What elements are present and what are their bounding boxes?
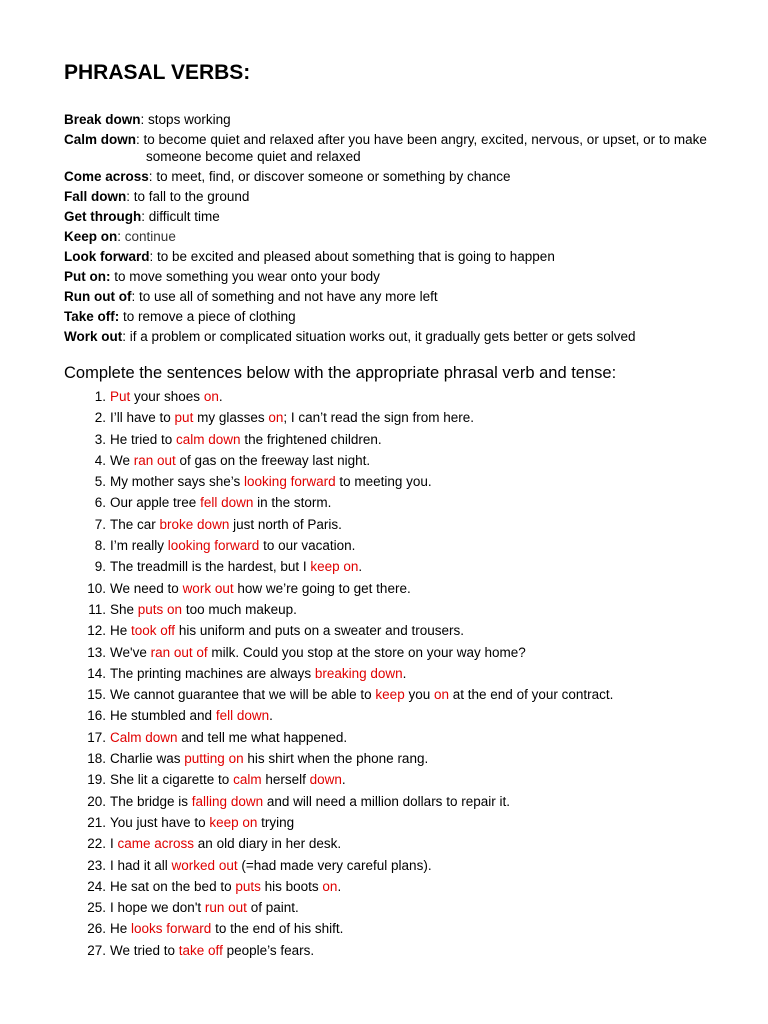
sentence-text <box>110 558 362 575</box>
definition-term: Come across <box>64 169 149 184</box>
item-number: 5. <box>94 474 106 490</box>
item-number: 19. <box>87 772 106 788</box>
exercise-item <box>64 920 744 941</box>
exercise-item <box>64 494 744 515</box>
sentence-fragment: of paint. <box>246 900 299 916</box>
definition-term: Run out of <box>64 289 132 304</box>
answer-phrase: puts on <box>137 601 183 617</box>
definition-separator: : <box>131 289 136 304</box>
answer-phrase: work out <box>182 580 234 596</box>
sentence-text <box>110 665 406 682</box>
item-number: 23. <box>87 857 106 873</box>
sentence-fragment: She lit a cigarette to <box>110 772 234 788</box>
sentence-text <box>110 729 347 746</box>
exercise-item <box>64 750 744 771</box>
sentence-fragment: She <box>110 601 138 617</box>
definition-text: if a problem or complicated situation works out, it gradually gets better or gets solved <box>126 329 636 344</box>
item-number: 2. <box>94 410 106 426</box>
item-number: 9. <box>94 559 106 575</box>
sentence-text <box>110 707 273 724</box>
exercise-item <box>64 601 744 622</box>
definition-text: difficult time <box>145 209 220 224</box>
sentence-fragment: I’m really <box>110 538 168 554</box>
definition-item <box>64 131 724 165</box>
sentence-fragment: to the end of his shift. <box>211 921 344 937</box>
answer-phrase: putting on <box>184 751 244 767</box>
item-number: 10. <box>87 580 106 596</box>
sentence-fragment: The car <box>110 516 160 532</box>
exercise-item <box>64 558 744 579</box>
answer-phrase: took off <box>131 623 176 639</box>
definition-separator: : <box>126 189 131 204</box>
definition-item <box>64 268 724 285</box>
sentence-text <box>110 942 314 959</box>
exercise-item <box>64 771 744 792</box>
definition-separator: : <box>141 209 146 224</box>
sentence-text <box>110 814 294 831</box>
exercise-item <box>64 622 744 643</box>
sentence-fragment: We need to <box>110 580 183 596</box>
sentence-text <box>110 771 346 788</box>
sentence-fragment: He <box>110 921 132 937</box>
definition-term: Take off: <box>64 309 120 324</box>
sentence-fragment: He stumbled and <box>110 708 216 724</box>
sentence-fragment: you <box>404 687 434 703</box>
exercise-item <box>64 409 744 430</box>
sentence-fragment: He sat on the bed to <box>110 878 236 894</box>
answer-phrase: down <box>309 772 342 788</box>
sentence-text <box>110 920 343 937</box>
sentence-text <box>110 857 432 874</box>
exercise-item <box>64 537 744 558</box>
definition-term: Keep on <box>64 229 118 244</box>
sentence-fragment: just north of Paris. <box>229 516 342 532</box>
definition-term: Work out <box>64 329 123 344</box>
exercise-item <box>64 473 744 494</box>
definition-term: Calm down <box>64 132 137 147</box>
sentence-text <box>110 388 223 405</box>
exercise-item <box>64 644 744 665</box>
item-number: 18. <box>87 751 106 767</box>
sentence-text <box>110 644 526 661</box>
sentence-fragment: . <box>402 665 407 681</box>
sentence-fragment: Our apple tree <box>110 495 201 511</box>
sentence-fragment: his shirt when the phone rang. <box>243 751 429 767</box>
definition-text: to remove a piece of clothing <box>119 309 296 324</box>
answer-phrase: on <box>322 878 338 894</box>
answer-phrase: falling down <box>191 793 264 809</box>
sentence-text <box>110 537 355 554</box>
exercise-item <box>64 452 744 473</box>
sentence-fragment: to meeting you. <box>335 474 432 490</box>
definition-item <box>64 188 724 205</box>
sentence-fragment: . <box>337 878 342 894</box>
item-number: 26. <box>87 921 106 937</box>
definition-text: to meet, find, or discover someone or something by chance <box>152 169 511 184</box>
exercise-item <box>64 707 744 728</box>
item-number: 15. <box>87 687 106 703</box>
sentence-fragment: his boots <box>260 878 323 894</box>
definition-separator: : <box>140 112 145 127</box>
sentence-fragment: his uniform and puts on a sweater and trousers. <box>175 623 464 639</box>
item-number: 16. <box>87 708 106 724</box>
answer-phrase: worked out <box>171 857 238 873</box>
sentence-fragment: Charlie was <box>110 751 185 767</box>
sentence-text <box>110 452 370 469</box>
exercise-item <box>64 814 744 835</box>
definition-item <box>64 168 724 185</box>
answer-phrase: breaking down <box>314 665 403 681</box>
sentence-text <box>110 580 411 597</box>
sentence-fragment: people’s fears. <box>222 942 315 958</box>
definition-item <box>64 208 724 225</box>
sentence-fragment: My mother says she’s <box>110 474 245 490</box>
page-title: PHRASAL VERBS: <box>64 61 251 84</box>
item-number: 6. <box>94 495 106 511</box>
answer-phrase: keep on <box>310 559 359 575</box>
answer-phrase: Put <box>110 389 131 404</box>
item-number: 17. <box>87 729 106 745</box>
exercise-item <box>64 580 744 601</box>
exercise-item <box>64 388 744 409</box>
definition-text: stops working <box>144 112 231 127</box>
answer-phrase: Calm down <box>110 729 178 745</box>
sentence-text <box>110 686 613 703</box>
sentence-fragment: He <box>110 623 132 639</box>
sentence-fragment: . <box>358 559 363 575</box>
answer-phrase: put <box>174 410 194 426</box>
exercise-item <box>64 793 744 814</box>
sentence-fragment: ; I can’t read the sign from here. <box>283 410 474 426</box>
sentence-fragment: herself <box>261 772 310 788</box>
sentence-fragment: my glasses <box>193 410 269 426</box>
definition-item <box>64 228 724 245</box>
sentence-fragment: We cannot guarantee that we will be able to <box>110 687 376 703</box>
definition-text: to fall to the ground <box>130 189 250 204</box>
exercise-item <box>64 942 744 963</box>
sentence-fragment: of gas on the freeway last night. <box>175 452 371 468</box>
definition-term: Fall down <box>64 189 127 204</box>
answer-phrase: puts <box>235 878 261 894</box>
instructions-heading: Complete the sentences below with the appropriate phrasal verb and tense: <box>64 364 617 382</box>
item-number: 14. <box>87 665 106 681</box>
sentence-fragment: milk. Could you stop at the store on your way home? <box>207 644 526 660</box>
sentence-text <box>110 494 331 511</box>
definition-text: to be excited and pleased about something that is going to happen <box>153 249 555 264</box>
sentence-fragment: an old diary in her desk. <box>194 836 342 852</box>
exercise-item <box>64 665 744 686</box>
answer-phrase: on <box>433 687 450 703</box>
sentence-fragment: . <box>218 389 223 404</box>
exercise-item <box>64 516 744 537</box>
exercise-item <box>64 686 744 707</box>
item-number: 24. <box>87 878 106 894</box>
definition-item <box>64 328 724 345</box>
answer-phrase: ran out <box>133 452 176 468</box>
sentence-fragment: and will need a million dollars to repair it. <box>263 793 510 809</box>
definition-text: to move something you wear onto your body <box>110 269 380 284</box>
definition-item <box>64 288 724 305</box>
sentence-fragment: We've <box>110 644 151 660</box>
definition-item <box>64 248 724 265</box>
sentence-fragment: I hope we don't <box>110 900 205 916</box>
answer-phrase: keep on <box>209 814 258 830</box>
sentence-fragment: The printing machines are always <box>110 665 315 681</box>
definition-text: to use all of something and not have any more left <box>135 289 438 304</box>
definition-item <box>64 111 724 128</box>
sentence-fragment: how we’re going to get there. <box>233 580 411 596</box>
sentence-fragment: in the storm. <box>253 495 332 511</box>
definition-separator: : <box>136 132 140 147</box>
item-number: 21. <box>87 814 106 830</box>
answer-phrase: broke down <box>159 516 230 532</box>
definition-text: to become quiet and relaxed after you have been angry, excited, nervous, or upset, or to make someone become quiet and relaxed <box>139 132 707 164</box>
sentence-text <box>110 835 341 852</box>
answer-phrase: on <box>268 410 284 426</box>
answer-phrase: calm down <box>176 431 241 447</box>
exercise-item <box>64 835 744 856</box>
definition-separator: : <box>149 249 154 264</box>
answer-phrase: looking forward <box>167 538 260 554</box>
sentence-text <box>110 516 342 533</box>
sentence-text <box>110 750 428 767</box>
definition-term: Break down <box>64 112 141 127</box>
sentence-text <box>110 878 341 895</box>
exercise-item <box>64 899 744 920</box>
item-number: 8. <box>94 538 106 554</box>
sentence-fragment: to our vacation. <box>259 538 356 554</box>
definition-item <box>64 308 724 325</box>
sentence-fragment: and tell me what happened. <box>177 729 348 745</box>
item-number: 1. <box>94 389 106 404</box>
sentence-fragment: I <box>110 836 118 852</box>
item-number: 4. <box>94 452 106 468</box>
sentence-fragment: We <box>110 452 134 468</box>
definition-separator: : <box>122 329 127 344</box>
item-number: 27. <box>87 942 106 958</box>
definition-separator: : <box>148 169 153 184</box>
answer-phrase: calm <box>233 772 262 788</box>
item-number: 13. <box>87 644 106 660</box>
answer-phrase: came across <box>117 836 195 852</box>
answer-phrase: ran out of <box>150 644 208 660</box>
definition-text: continue <box>121 229 176 244</box>
item-number: 3. <box>94 431 106 447</box>
sentence-fragment: trying <box>257 814 295 830</box>
sentence-text <box>110 622 464 639</box>
item-number: 20. <box>87 793 106 809</box>
exercise-list <box>64 388 744 963</box>
answer-phrase: looking forward <box>244 474 336 490</box>
sentence-fragment: He tried to <box>110 431 177 447</box>
exercise-item <box>64 431 744 452</box>
sentence-fragment: too much makeup. <box>182 601 297 617</box>
sentence-fragment: your shoes <box>130 389 204 404</box>
sentence-fragment: at the end of your contract. <box>449 687 614 703</box>
sentence-fragment: (=had made very careful plans). <box>237 857 432 873</box>
sentence-fragment: The bridge is <box>110 793 192 809</box>
exercise-item <box>64 857 744 878</box>
answer-phrase: on <box>203 389 219 404</box>
sentence-text <box>110 409 474 426</box>
sentence-fragment: the frightened children. <box>240 431 382 447</box>
sentence-text <box>110 473 432 490</box>
definition-term: Get through <box>64 209 142 224</box>
answer-phrase: fell down <box>200 495 254 511</box>
sentence-fragment: I had it all <box>110 857 172 873</box>
exercise-item <box>64 878 744 899</box>
answer-phrase: run out <box>204 900 247 916</box>
item-number: 25. <box>87 900 106 916</box>
exercise-item <box>64 729 744 750</box>
sentence-fragment: . <box>269 708 273 724</box>
answer-phrase: looks forward <box>131 921 212 937</box>
item-number: 7. <box>94 516 106 532</box>
item-number: 22. <box>87 836 106 852</box>
sentence-text <box>110 899 299 916</box>
sentence-fragment: The treadmill is the hardest, but I <box>110 559 311 575</box>
item-number: 12. <box>87 623 106 639</box>
answer-phrase: fell down <box>215 708 270 724</box>
sentence-fragment: We tried to <box>110 942 179 958</box>
sentence-text <box>110 431 382 448</box>
definition-separator: : <box>117 229 122 244</box>
answer-phrase: keep <box>375 687 405 703</box>
definitions-list <box>64 111 724 348</box>
sentence-fragment: . <box>341 772 346 788</box>
item-number: 11. <box>88 601 106 617</box>
sentence-fragment: You just have to <box>110 814 210 830</box>
sentence-text <box>110 793 510 810</box>
sentence-text <box>110 601 297 618</box>
answer-phrase: take off <box>178 942 223 958</box>
definition-term: Put on: <box>64 269 111 284</box>
sentence-fragment: I’ll have to <box>110 410 175 426</box>
definition-term: Look forward <box>64 249 150 264</box>
